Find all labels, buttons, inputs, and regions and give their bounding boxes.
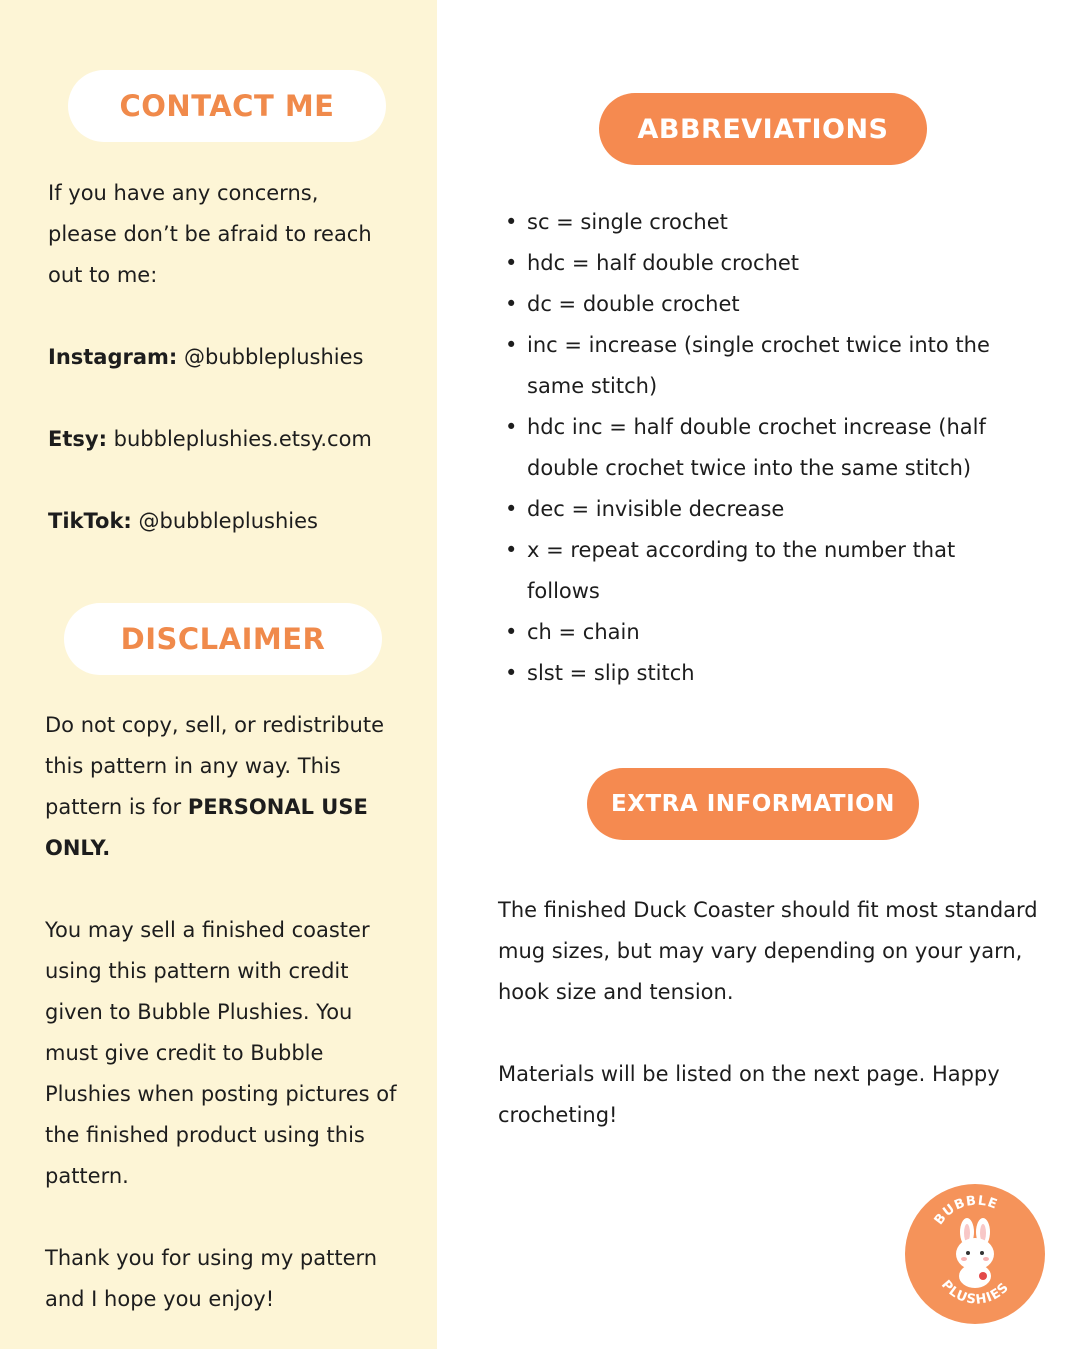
- disclaimer-paragraph-3: Thank you for using my pattern and I hope you enjoy!: [45, 1246, 378, 1311]
- disclaimer-heading-text: DISCLAIMER: [120, 622, 326, 656]
- list-item: • slst = slip stitch: [505, 653, 995, 694]
- etsy-link[interactable]: bubbleplushies.etsy.com: [113, 427, 372, 451]
- disclaimer-body: [45, 705, 397, 1320]
- etsy-label: Etsy:: [48, 427, 107, 451]
- logo-top-text: BUBBLE: [931, 1193, 1000, 1228]
- disclaimer-p1-bold: PERSONAL USE ONLY.: [45, 795, 368, 860]
- abbreviations-heading: [599, 93, 927, 165]
- contact-instagram: [48, 337, 393, 378]
- list-item: • x = repeat according to the number that follows: [505, 530, 995, 612]
- disclaimer-p1-text: Do not copy, sell, or redistribute this pattern in any way. This pattern is for: [45, 713, 384, 819]
- bubble-plushies-logo: [905, 1184, 1045, 1324]
- list-item: • sc = single crochet: [505, 202, 995, 243]
- list-item: • inc = increase (single crochet twice into the same stitch): [505, 325, 995, 407]
- abbreviations-heading-text: ABBREVIATIONS: [637, 113, 889, 145]
- disclaimer-paragraph-2: You may sell a finished coaster using this pattern with credit given to Bubble Plushies. You must give credit to Bubble Plushies when posting pictures of the finished product using this pattern.: [45, 918, 397, 1188]
- contact-body: [48, 173, 393, 542]
- extra-info-paragraph-2: Materials will be listed on the next page. Happy crocheting!: [498, 1062, 1000, 1127]
- logo-badge: [905, 1184, 1045, 1324]
- logo-bottom-text: PLUSHIES: [937, 1277, 1013, 1308]
- list-item: • dc = double crochet: [505, 284, 995, 325]
- extra-info-body: [498, 890, 1038, 1136]
- extra-info-paragraph-1: The finished Duck Coaster should fit most standard mug sizes, but may vary depending on your yarn, hook size and tension.: [498, 898, 1038, 1004]
- extra-info-heading-text: EXTRA INFORMATION: [611, 791, 895, 817]
- list-item: • ch = chain: [505, 612, 995, 653]
- list-item: • dec = invisible decrease: [505, 489, 995, 530]
- list-item: • hdc = half double crochet: [505, 243, 995, 284]
- tiktok-label: TikTok:: [48, 509, 132, 533]
- contact-tiktok: [48, 501, 393, 542]
- instagram-handle[interactable]: @bubbleplushies: [184, 345, 364, 369]
- abbreviations-list: [505, 202, 995, 694]
- disclaimer-paragraph-1: [45, 705, 397, 869]
- contact-etsy: [48, 419, 393, 460]
- list-item: • hdc inc = half double crochet increase (half double crochet twice into the same stitch): [505, 407, 995, 489]
- bunny-mascot-icon: [956, 1218, 994, 1288]
- contact-heading: [68, 70, 386, 142]
- contact-heading-text: CONTACT ME: [119, 89, 335, 123]
- contact-intro: If you have any concerns, please don’t be afraid to reach out to me:: [48, 181, 372, 287]
- instagram-label: Instagram:: [48, 345, 178, 369]
- disclaimer-heading: [64, 603, 382, 675]
- tiktok-handle[interactable]: @bubbleplushies: [138, 509, 318, 533]
- extra-info-heading: [587, 768, 919, 840]
